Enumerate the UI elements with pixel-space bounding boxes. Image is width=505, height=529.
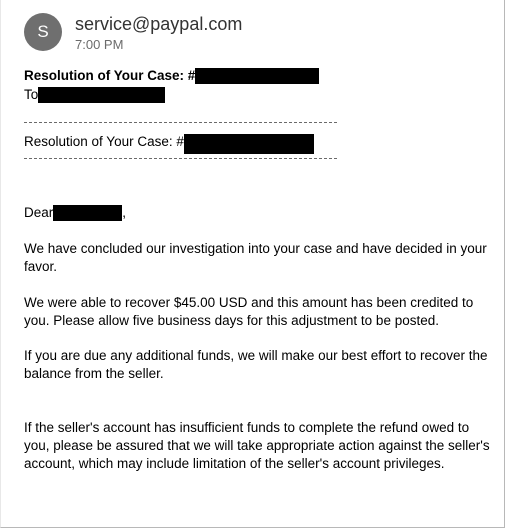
greeting [24, 204, 126, 222]
greeting-suffix: , [122, 205, 127, 220]
separator-top [24, 122, 337, 123]
case-line-prefix: Resolution of Your Case: # [24, 134, 184, 149]
paragraph-decision: We have concluded our investigation into your case and have decided in your favor. [24, 241, 487, 274]
paragraph-refund: We were able to recover $45.00 USD and this amount has been credited to you. Please allow five business days for this adjustment to be posted. [24, 295, 474, 328]
to-label: To [24, 87, 39, 102]
paragraph-additional-funds: If you are due any additional funds, we will make our best effort to recover the balance from the seller. [24, 348, 488, 381]
subject-prefix: Resolution of Your Case: # [24, 68, 196, 83]
redacted-case-number-2 [184, 134, 314, 154]
subject-line [24, 67, 319, 85]
separator-bottom [24, 158, 337, 159]
redacted-name [53, 205, 122, 221]
paragraph-seller-account: If the seller's account has insufficient funds to complete the refund owed to you, please be assured that we will take appropriate action against the seller's account, which may include limitation of the seller's account privileges. [24, 420, 490, 471]
sender-address[interactable]: service@paypal.com [75, 14, 243, 34]
redacted-recipient [38, 87, 165, 103]
recipient-line [24, 86, 165, 104]
sent-time: 7:00 PM [75, 37, 124, 52]
sender-avatar[interactable]: S [24, 13, 62, 51]
case-line [24, 133, 314, 154]
redacted-case-number [195, 68, 319, 84]
greeting-prefix: Dear [24, 205, 54, 220]
